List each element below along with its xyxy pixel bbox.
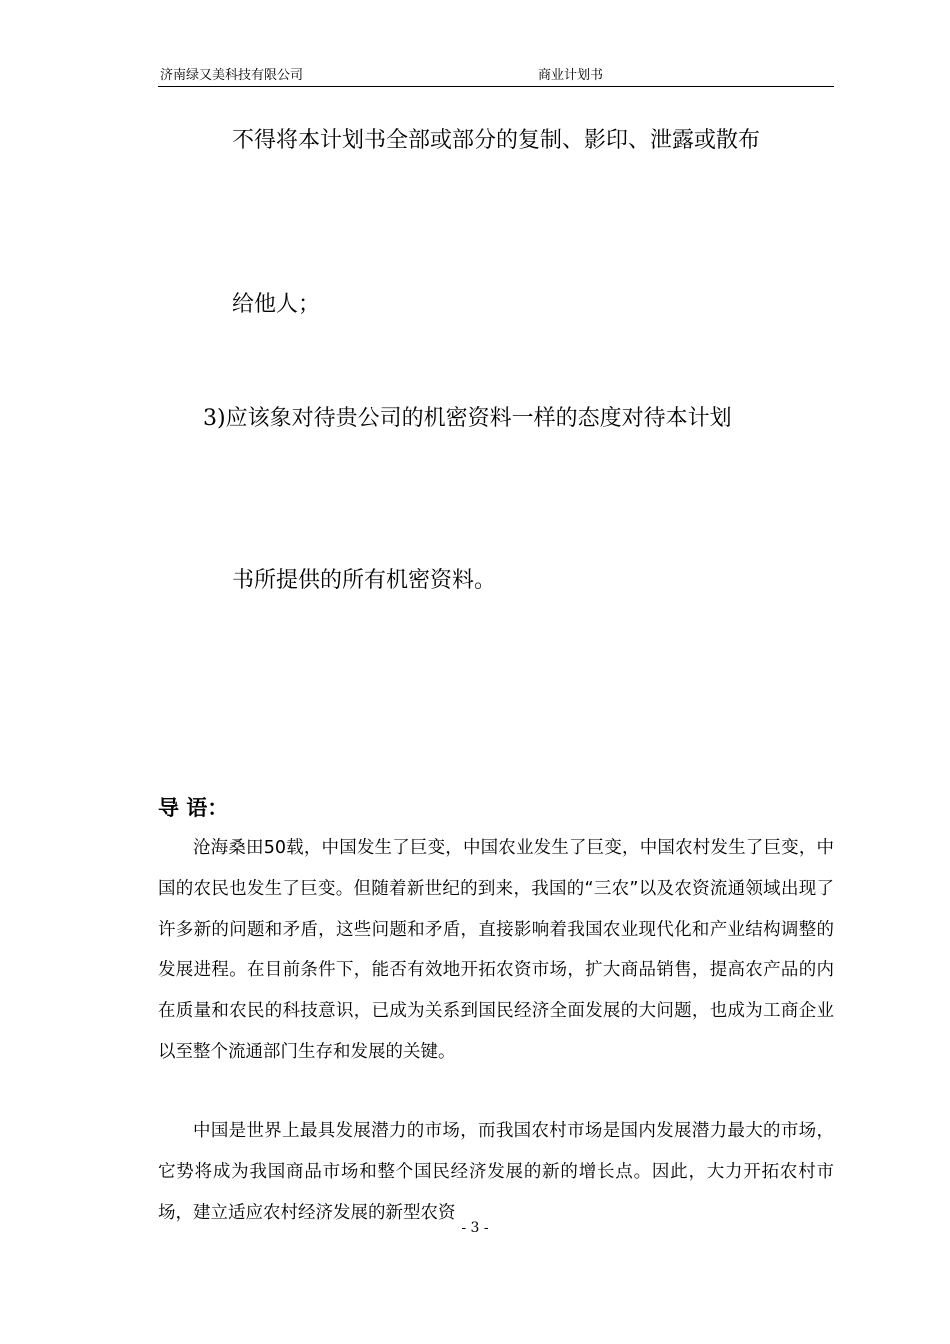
intro-paragraph-2: 中国是世界上最具发展潜力的市场，而我国农村市场是国内发展潜力最大的市场，它势将成为我国商品市场和整个国民经济发展的新的增长点。因此，大力开拓农村市场，建立适应农村经济发展的新型农资 <box>158 1121 834 1223</box>
header-company-name: 济南绿又美科技有限公司 <box>160 68 304 83</box>
page-number: - 3 - <box>461 1220 489 1236</box>
header-document-title: 商业计划书 <box>538 68 604 83</box>
intro-heading: 导 语： <box>158 796 229 820</box>
clause-3-line-2: 书所提供的所有机密资料。 <box>232 568 497 593</box>
intro-paragraph-1: 沧海桑田50载，中国发生了巨变，中国农业发生了巨变，中国农村发生了巨变，中国的农民也发生了巨变。但随着新世纪的到来，我国的“三农”以及农资流通领域出现了许多新的问题和矛盾，这些问题和矛盾，直接影响着我国农业现代化和产业结构调整的发展进程。在目前条件下，能否有效地开拓农资市场，扩大商品销售，提高农产品的内在质量和农民的科技意识，已成为关系到国民经济全面发展的大问题，也成为工商企业以至整个流通部门生存和发展的关键。 <box>158 838 834 1062</box>
page-header <box>158 66 834 87</box>
clause-2-line-1: 不得将本计划书全部或部分的复制、影印、泄露或散布 <box>232 128 761 153</box>
clause-2-line-2: 给他人； <box>232 292 321 317</box>
clause-3-line-1: 3)应该象对待贵公司的机密资料一样的态度对待本计划 <box>203 406 732 431</box>
